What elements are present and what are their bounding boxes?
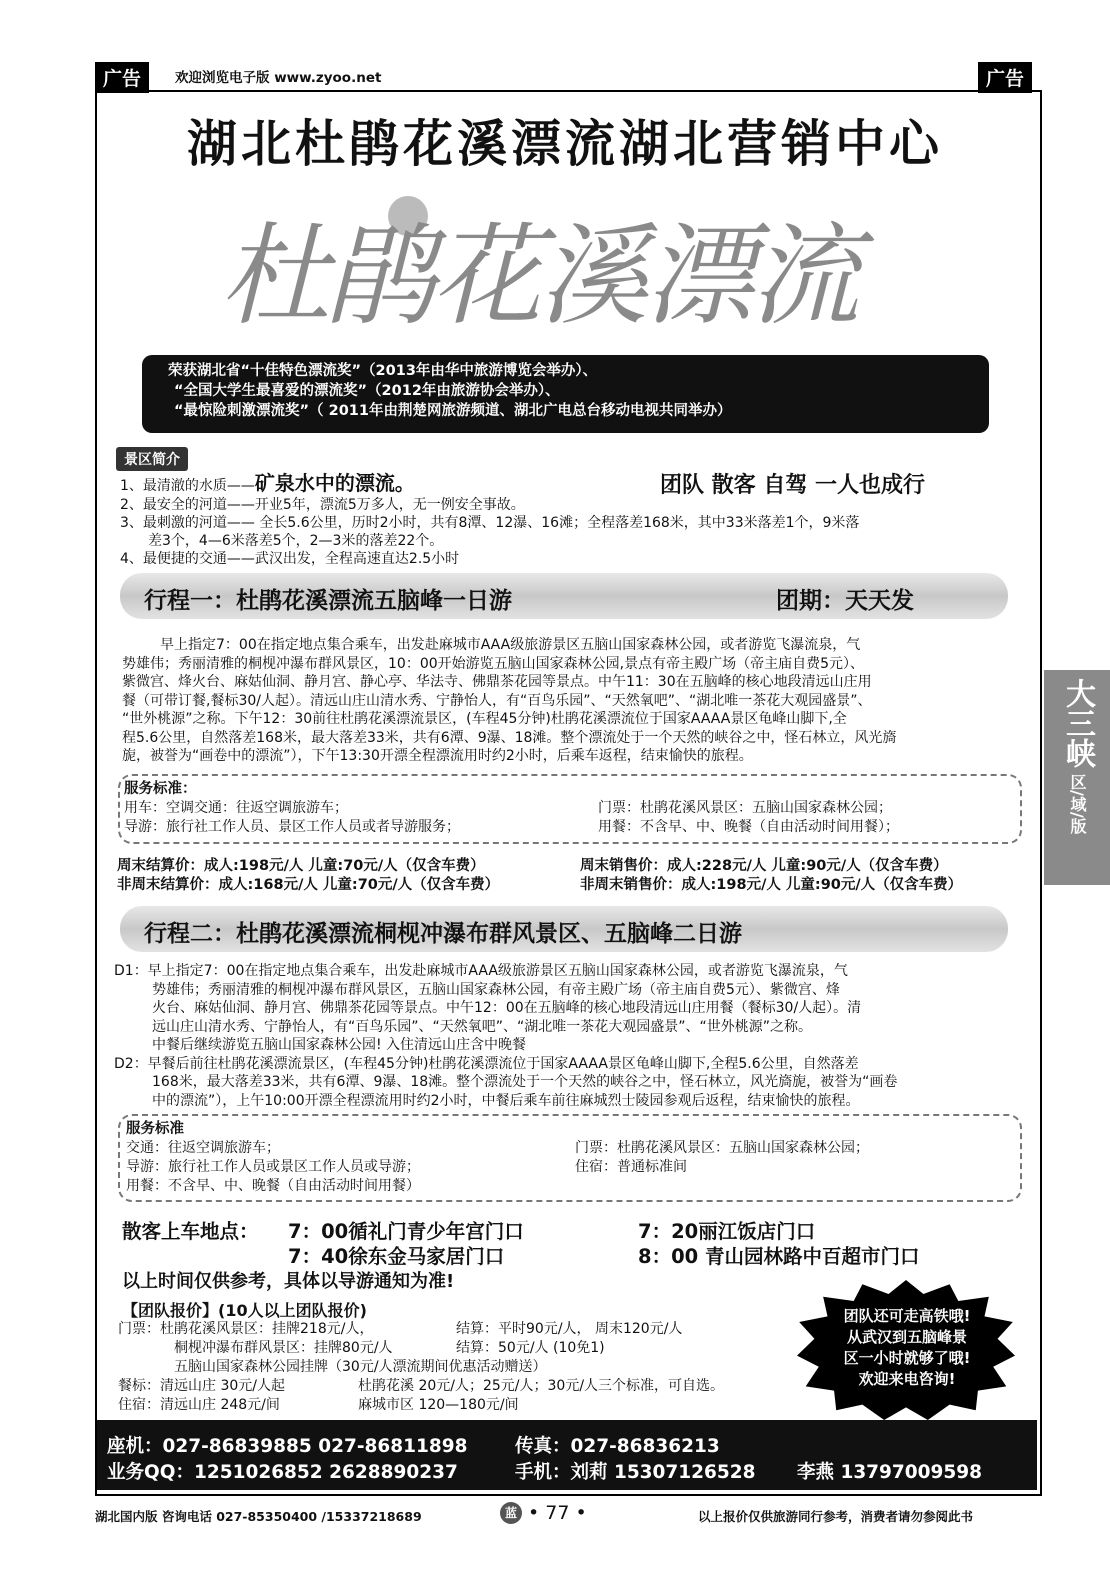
route1-desc-line: 势雄伟；秀丽清雅的桐枧冲瀑布群风景区，10：00开始游览五脑山国家森林公园,景点有帝主殿广场（帝主庙自费5元）、 [122, 655, 864, 672]
group-meal-options: 杜鹃花溪 20元/人；25元/人；30元/人三个标准，可自选。 [358, 1378, 725, 1394]
route2-d1-line: 中餐后继续游览五脑山国家森林公园! 入住清远山庄含中晚餐 [152, 1037, 527, 1053]
route1-price-weekday-sale: 非周末销售价：成人:198元/人 儿童:90元/人（仅含车费） [580, 877, 963, 893]
group-ticket-1-settle: 结算：平时90元/人， 周末120元/人 [456, 1321, 683, 1337]
route2-d1-line: 远山庄山清水秀、宁静怡人，有“百鸟乐园”、“天然氧吧”、“湖北唯一茶花大观园盛景”、“世外桃源”之称。 [152, 1018, 813, 1035]
route1-price-weekend-settle: 周末结算价：成人:198元/人 儿童:70元/人（仅含车费） [117, 858, 485, 874]
group-meal: 餐标：清远山庄 30元/人起 [118, 1378, 285, 1394]
intro-slogan: 团队 散客 自驾 一人也成行 [660, 473, 925, 498]
award-line: “最惊险刺激漂流奖”（ 2011年由荆楚网旅游频道、湖北广电总台移动电视共同举办） [174, 403, 732, 419]
route1-desc-line: 早上指定7：00在指定地点集合乘车，出发赴麻城市AAA级旅游景区五脑山国家森林公园，或者游览飞瀑流泉，气 [160, 637, 861, 653]
route2-svc-guide: 导游：旅行社工作人员或景区工作人员或导游； [126, 1159, 420, 1175]
award-line: “全国大学生最喜爱的漂流奖”（2012年由旅游协会举办）、 [174, 383, 560, 399]
route2-d2-line: 中的漂流”），上午10:00开漂全程漂流用时约2小时，中餐后乘车前往麻城烈士陵园参观后返程，结束愉快的旅程。 [152, 1092, 860, 1109]
footer-left: 湖北国内版 咨询电话 027-85350400 /15337218689 [95, 1509, 422, 1524]
pickup-point-4: 8：00 青山园林路中百超市门口 [638, 1245, 920, 1268]
starburst-line: 欢迎来电咨询! [858, 1370, 956, 1388]
brand-logo: 杜鹃花溪漂流 [220, 212, 856, 340]
route1-desc-line: 紫微宫、烽火台、麻姑仙洞、静月宫、静心亭、华法寺、佛鼎茶花园等景点。中午11：30在五脑峰的核心地段清远山庄用 [122, 674, 872, 690]
contact-bar [97, 1420, 1037, 1490]
contact-fax: 传真：027-86836213 [515, 1436, 720, 1457]
page-number: • 77 • [528, 1502, 587, 1524]
intro-line-1 [120, 471, 415, 496]
ad-tag-right: 广告 [978, 62, 1032, 93]
pickup-note: 以上时间仅供参考，具体以导游通知为准! [122, 1271, 455, 1292]
pickup-point-1: 7：00循礼门青少年宫门口 [288, 1220, 524, 1243]
route2-d1-line: 势雄伟；秀丽清雅的桐枧冲瀑布群风景区，五脑山国家森林公园，有帝主殿广场（帝主庙自费5元）、紫微宫、烽 [152, 981, 840, 998]
pickup-label: 散客上车地点： [122, 1220, 259, 1243]
route2-svc-ticket: 门票：杜鹃花溪风景区：五脑山国家森林公园； [575, 1140, 869, 1156]
intro-line-3: 3、最刺激的河道—— 全长5.6公里，历时2小时，共有8潭、12瀑、16滩；全程落差168米，其中33米落差1个，9米落 [120, 515, 860, 531]
intro-line-3b: 差3个，4—6米落差5个，2—3米的落差22个。 [148, 533, 444, 549]
route2-d1-line: 火台、麻姑仙洞、静月宫、佛鼎茶花园等景点。中午12：00在五脑峰的核心地段清远山庄用餐（餐标30/人起）。清 [152, 1000, 862, 1016]
group-ticket-1: 门票：杜鹃花溪风景区：挂牌218元/人， [118, 1321, 374, 1337]
route1-price-weekday-settle: 非周末结算价：成人:168元/人 儿童:70元/人（仅含车费） [117, 877, 500, 893]
group-stay-city: 麻城市区 120—180元/间 [358, 1397, 519, 1413]
route1-description [122, 636, 1022, 766]
intro-line-4: 4、最便捷的交通——武汉出发，全程高速直达2.5小时 [120, 551, 460, 567]
starburst-line: 团队还可走高铁哦! [843, 1307, 971, 1325]
side-tab [1044, 670, 1110, 885]
pickup-point-2: 7：20丽江饭店门口 [638, 1220, 816, 1243]
intro-line-2: 2、最安全的河道——开业5年，漂流5万多人，无一例安全事故。 [120, 497, 525, 513]
contact-mobile: 手机：刘莉 15307126528 [515, 1462, 756, 1483]
page-title: 湖北杜鹃花溪漂流湖北营销中心 [187, 115, 943, 173]
route1-desc-line: 程5.6公里，自然落差168米，最大落差33米，共有6潭、9瀑、18滩。整个漂流处于一个天然的峡谷之中，怪石林立，风光旖 [122, 729, 897, 746]
route2-svc-traffic: 交通：往返空调旅游车； [126, 1140, 280, 1156]
route1-title: 行程一：杜鹃花溪漂流五脑峰一日游 [144, 588, 512, 614]
intro-highlight: 矿泉水中的漂流。 [254, 471, 415, 495]
starburst-text [817, 1306, 997, 1390]
route1-desc-line: 餐（可带订餐,餐标30/人起）。清远山庄山清水秀、宁静怡人，有“百鸟乐园”、“天然氧吧”、“湖北唯一茶花大观园盛景”、 [122, 692, 872, 709]
route1-svc-guide: 导游：旅行社工作人员、景区工作人员或者导游服务； [124, 819, 460, 835]
route2-title: 行程二：杜鹃花溪漂流桐枧冲瀑布群风景区、五脑峰二日游 [144, 921, 742, 947]
route1-svc-car: 用车：空调交通：往返空调旅游车； [124, 800, 348, 816]
route2-svc-meal: 用餐：不含早、中、晚餐（自由活动时间用餐） [126, 1178, 420, 1194]
route2-d1-line: D1：早上指定7：00在指定地点集合乘车，出发赴麻城市AAA级旅游景区五脑山国家森林公园，或者游览飞瀑流泉，气 [114, 963, 848, 979]
group-stay: 住宿：清远山庄 248元/间 [118, 1397, 280, 1413]
intro-label: 景区简介 [116, 447, 188, 471]
ad-tag-left: 广告 [95, 62, 149, 93]
pickup-point-3: 7：40徐东金马家居门口 [288, 1245, 505, 1268]
route1-svc-ticket: 门票：杜鹃花溪风景区：五脑山国家森林公园； [598, 800, 892, 816]
route1-bar [120, 573, 1008, 619]
footer-badge: 蓝 [500, 1502, 522, 1524]
starburst-line: 区一小时就够了哦! [843, 1349, 971, 1367]
starburst-line: 从武汉到五脑峰景 [846, 1328, 967, 1346]
side-tab-sub: 区/域/版 [1068, 774, 1087, 834]
route1-service-title: 服务标准： [124, 781, 197, 797]
group-ticket-2-settle: 结算：50元/人 (10免1) [456, 1340, 605, 1356]
route1-price-weekend-sale: 周末销售价：成人:228元/人 儿童:90元/人（仅含车费） [580, 858, 948, 874]
route2-d2-line: 168米，最大落差33米，共有6潭、9瀑、18滩。整个漂流处于一个天然的峡谷之中，怪石林立，风光旖旎，被誉为“画卷 [152, 1074, 898, 1090]
route2-service-title: 服务标准 [126, 1121, 184, 1137]
side-tab-main: 大三峡 [1060, 678, 1095, 768]
route2-d2-line: D2：早餐后前往杜鹃花溪漂流景区，(车程45分钟)杜鹃花溪漂流位于国家AAAA景区龟峰山脚下,全程5.6公里，自然落差 [114, 1055, 859, 1072]
contact-landline: 座机：027-86839885 027-86811898 [107, 1436, 468, 1457]
route2-svc-stay: 住宿：普通标准间 [575, 1159, 687, 1175]
route1-desc-line: 旎，被誉为“画卷中的漂流”），下午13:30开漂全程漂流用时约2小时，后乘车返程，结束愉快的旅程。 [122, 748, 753, 764]
group-ticket-3: 五脑山国家森林公园挂牌（30元/人漂流期间优惠活动赠送） [174, 1359, 547, 1375]
award-line: 荣获湖北省“十佳特色漂流奖”（2013年由华中旅游博览会举办）、 [168, 363, 598, 379]
route1-desc-line: “世外桃源”之称。下午12：30前往杜鹃花溪漂流景区，(车程45分钟)杜鹃花溪漂流位于国家AAAA景区龟峰山脚下,全 [122, 711, 847, 727]
contact-qq: 业务QQ：1251026852 2628890237 [107, 1462, 458, 1483]
welcome-text: 欢迎浏览电子版 www.zyoo.net [175, 70, 382, 86]
route1-schedule: 团期：天天发 [776, 588, 914, 614]
footer-right: 以上报价仅供旅游同行参考，消费者请勿参阅此书 [698, 1509, 974, 1524]
route2-bar [120, 906, 1008, 952]
intro-line-1-text: 1、最清澈的水质—— [120, 478, 255, 494]
contact-mobile-2: 李燕 13797009598 [797, 1462, 983, 1483]
group-ticket-2: 桐枧冲瀑布群风景区：挂牌80元/人 [174, 1340, 393, 1356]
group-title: 【团队报价】(10人以上团队报价) [122, 1301, 367, 1320]
route1-svc-meal: 用餐：不含早、中、晚餐（自由活动时间用餐）； [598, 819, 899, 835]
awards-banner [142, 355, 989, 433]
route2-day1 [114, 962, 1024, 1110]
